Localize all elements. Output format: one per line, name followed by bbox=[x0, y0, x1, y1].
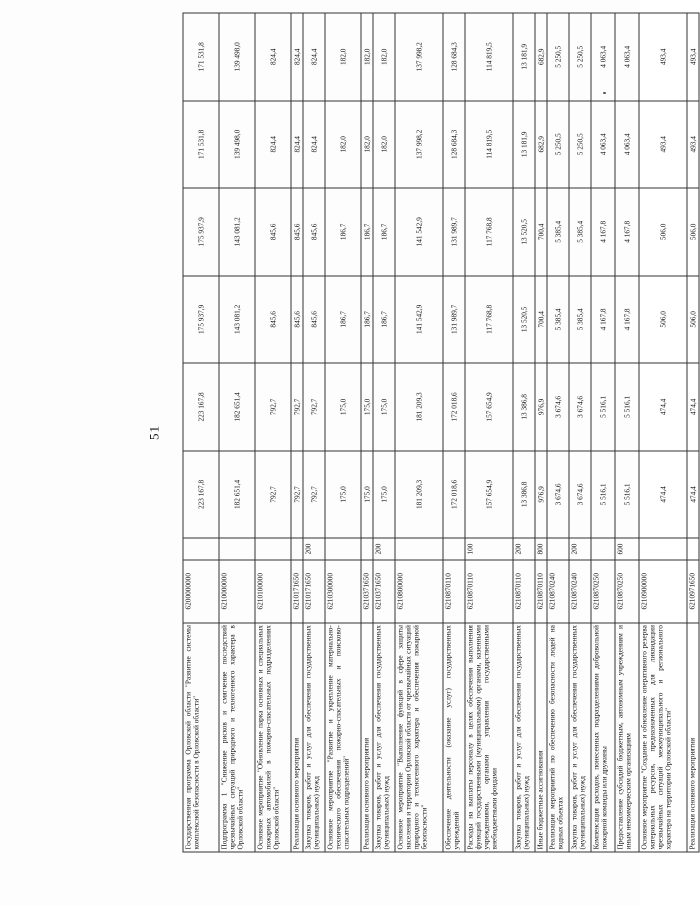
row-value-cell: 182,0 bbox=[373, 13, 395, 101]
row-value-cell: 182,0 bbox=[325, 13, 361, 101]
row-value-cell: 182,0 bbox=[373, 101, 395, 189]
row-value-cell: 506,0 bbox=[639, 276, 687, 364]
row-vr-cell bbox=[547, 538, 569, 560]
row-value-cell: 143 081,2 bbox=[219, 188, 255, 276]
row-vr-cell: 200 bbox=[303, 538, 325, 560]
table-row bbox=[465, 13, 513, 852]
row-value-cell: 5 385,4 bbox=[547, 276, 569, 364]
row-value-cell: 186,7 bbox=[373, 188, 395, 276]
row-value-cell: 3 674,6 bbox=[547, 363, 569, 451]
row-value-cell: 5 250,5 bbox=[547, 101, 569, 189]
row-value-cell: 792,7 bbox=[291, 363, 303, 451]
row-value-cell: 128 684,3 bbox=[443, 13, 465, 101]
row-value-cell: 792,7 bbox=[255, 451, 291, 539]
row-value-cell: 4 167,8 bbox=[615, 276, 639, 364]
row-vr-cell: 200 bbox=[513, 538, 535, 560]
row-value-cell: 139 498,0 bbox=[219, 13, 255, 101]
table-row bbox=[569, 13, 591, 852]
row-value-cell: 186,7 bbox=[361, 276, 373, 364]
table-row bbox=[373, 13, 395, 852]
row-code-cell: 6210870110 bbox=[513, 560, 535, 623]
row-value-cell: 13 181,9 bbox=[513, 101, 535, 189]
row-value-cell: 824,4 bbox=[255, 101, 291, 189]
row-value-cell: 4 167,8 bbox=[591, 188, 615, 276]
row-name-cell: Предоставление субсидий бюджетным, автономным учреждениям и иным некоммерческим организациям bbox=[615, 623, 639, 852]
budget-table bbox=[183, 13, 700, 853]
row-value-cell: 5 516,1 bbox=[615, 363, 639, 451]
row-name-cell: Реализация основного мероприятия bbox=[291, 623, 303, 852]
row-value-cell: 474,4 bbox=[687, 451, 699, 539]
row-name-cell: Расходы на выплаты персоналу в целях обеспечения выполнения функций государственными (муниципальными) органами, казенными учреждениями, органами управления государственными внебюджетными фондами bbox=[465, 623, 513, 852]
row-value-cell: 5 385,4 bbox=[547, 188, 569, 276]
row-vr-cell bbox=[591, 538, 615, 560]
row-value-cell: 4 063,4 bbox=[615, 101, 639, 189]
scan-speck bbox=[603, 92, 606, 94]
row-value-cell: 128 684,3 bbox=[443, 101, 465, 189]
row-value-cell: 13 386,8 bbox=[513, 451, 535, 539]
row-code-cell: 6210870110 bbox=[465, 560, 513, 623]
row-vr-cell bbox=[219, 538, 255, 560]
row-value-cell: 131 989,7 bbox=[443, 188, 465, 276]
row-value-cell: 172 018,6 bbox=[443, 451, 465, 539]
row-code-cell: 6210870110 bbox=[535, 560, 547, 623]
row-value-cell: 182 651,4 bbox=[219, 363, 255, 451]
row-value-cell: 506,0 bbox=[687, 276, 699, 364]
row-value-cell: 4 167,8 bbox=[591, 276, 615, 364]
row-value-cell: 175,0 bbox=[361, 363, 373, 451]
table-row bbox=[535, 13, 547, 852]
row-name-cell: Закупка товаров, работ и услуг для обеспечения государственных (муниципальных) нужд bbox=[569, 623, 591, 852]
row-name-cell: Государственная программа Орловской области "Развитие системы комплексной безопасности в Орловской области" bbox=[183, 623, 219, 852]
row-value-cell: 474,4 bbox=[639, 451, 687, 539]
row-value-cell: 4 063,4 bbox=[615, 13, 639, 101]
row-name-cell: Обеспечение деятельности (оказание услуг) государственных учреждений bbox=[443, 623, 465, 852]
table-row bbox=[591, 13, 615, 852]
row-value-cell: 4 063,4 bbox=[591, 13, 615, 101]
row-value-cell: 700,4 bbox=[535, 188, 547, 276]
row-value-cell: 824,4 bbox=[291, 13, 303, 101]
row-vr-cell bbox=[639, 538, 687, 560]
row-value-cell: 175,0 bbox=[373, 363, 395, 451]
row-value-cell: 182 651,4 bbox=[219, 451, 255, 539]
row-value-cell: 5 385,4 bbox=[569, 188, 591, 276]
row-vr-cell: 200 bbox=[373, 538, 395, 560]
row-value-cell: 175,0 bbox=[373, 451, 395, 539]
row-vr-cell bbox=[443, 538, 465, 560]
row-code-cell: 6210171650 bbox=[303, 560, 325, 623]
row-value-cell: 845,6 bbox=[291, 276, 303, 364]
row-value-cell: 5 385,4 bbox=[569, 276, 591, 364]
row-value-cell: 824,4 bbox=[303, 13, 325, 101]
row-code-cell: 6210371650 bbox=[373, 560, 395, 623]
row-value-cell: 137 998,2 bbox=[395, 101, 443, 189]
row-code-cell: 6210870240 bbox=[569, 560, 591, 623]
row-value-cell: 5 516,1 bbox=[591, 451, 615, 539]
row-value-cell: 175,0 bbox=[361, 451, 373, 539]
row-value-cell: 493,4 bbox=[687, 101, 699, 189]
table-body bbox=[183, 13, 699, 852]
row-code-cell: 6210870240 bbox=[547, 560, 569, 623]
row-value-cell: 824,4 bbox=[255, 13, 291, 101]
row-value-cell: 172 018,6 bbox=[443, 363, 465, 451]
row-code-cell: 6210900000 bbox=[639, 560, 687, 623]
row-value-cell: 13 386,8 bbox=[513, 363, 535, 451]
row-value-cell: 175 937,9 bbox=[183, 276, 219, 364]
page-number: 51 bbox=[146, 425, 162, 440]
row-value-cell: 845,6 bbox=[303, 276, 325, 364]
row-value-cell: 493,4 bbox=[639, 13, 687, 101]
row-value-cell: 824,4 bbox=[291, 101, 303, 189]
row-vr-cell: 100 bbox=[465, 538, 513, 560]
table-row bbox=[639, 13, 687, 852]
row-value-cell: 5 516,1 bbox=[591, 363, 615, 451]
row-vr-cell: 800 bbox=[535, 538, 547, 560]
row-code-cell: 6210171650 bbox=[291, 560, 303, 623]
row-value-cell: 493,4 bbox=[687, 13, 699, 101]
row-value-cell: 186,7 bbox=[361, 188, 373, 276]
row-name-cell: Закупка товаров, работ и услуг для обеспечения государственных (муниципальных) нужд bbox=[303, 623, 325, 852]
row-value-cell: 139 498,0 bbox=[219, 101, 255, 189]
row-name-cell: Реализация основного мероприятия bbox=[687, 623, 699, 852]
row-value-cell: 845,6 bbox=[291, 188, 303, 276]
rotated-sheet bbox=[143, 13, 698, 853]
row-value-cell: 186,7 bbox=[325, 188, 361, 276]
row-value-cell: 5 516,1 bbox=[615, 451, 639, 539]
table-row bbox=[303, 13, 325, 852]
row-value-cell: 175,0 bbox=[325, 451, 361, 539]
row-value-cell: 175 937,9 bbox=[183, 188, 219, 276]
row-code-cell: 6210870250 bbox=[591, 560, 615, 623]
row-name-cell: Компенсация расходов, понесенных подразделениями добровольной пожарной команды или дружины bbox=[591, 623, 615, 852]
table-row bbox=[325, 13, 361, 852]
table-row bbox=[443, 13, 465, 852]
table-row bbox=[291, 13, 303, 852]
table-row bbox=[255, 13, 291, 852]
row-code-cell: 6210870250 bbox=[615, 560, 639, 623]
row-value-cell: 175,0 bbox=[325, 363, 361, 451]
row-value-cell: 493,4 bbox=[639, 101, 687, 189]
row-code-cell: 6210971650 bbox=[687, 560, 699, 623]
row-name-cell: Реализация основного мероприятия bbox=[361, 623, 373, 852]
row-value-cell: 137 998,2 bbox=[395, 13, 443, 101]
row-value-cell: 700,4 bbox=[535, 276, 547, 364]
row-value-cell: 182,0 bbox=[325, 101, 361, 189]
row-value-cell: 3 674,6 bbox=[569, 451, 591, 539]
row-value-cell: 157 654,9 bbox=[465, 451, 513, 539]
table-row bbox=[361, 13, 373, 852]
row-name-cell: Основное мероприятие "Создание и обновление оперативного резерва материальных ресурсов, предназначенных для ликвидации чрезвычайных ситуаций межмуниципального и регионального характера на территории Орловской области" bbox=[639, 623, 687, 852]
row-value-cell: 157 654,9 bbox=[465, 363, 513, 451]
row-value-cell: 845,6 bbox=[255, 188, 291, 276]
table-row bbox=[183, 13, 219, 852]
row-value-cell: 5 250,5 bbox=[569, 13, 591, 101]
table-row bbox=[615, 13, 639, 852]
row-value-cell: 182,0 bbox=[361, 13, 373, 101]
row-value-cell: 131 989,7 bbox=[443, 276, 465, 364]
row-value-cell: 845,6 bbox=[255, 276, 291, 364]
row-value-cell: 114 819,5 bbox=[465, 101, 513, 189]
row-value-cell: 13 520,5 bbox=[513, 276, 535, 364]
row-value-cell: 474,4 bbox=[687, 363, 699, 451]
row-value-cell: 792,7 bbox=[303, 363, 325, 451]
row-value-cell: 114 819,5 bbox=[465, 13, 513, 101]
row-name-cell: Реализация мероприятий по обеспечению безопасности людей на водных объектах bbox=[547, 623, 569, 852]
row-name-cell: Основное мероприятие "Выполнение функций в сфере защиты населения и территории Орловской области от чрезвычайных ситуаций природного и техногенного характера и обеспечения пожарной безопасности" bbox=[395, 623, 443, 852]
table-row bbox=[219, 13, 255, 852]
row-value-cell: 181 209,3 bbox=[395, 363, 443, 451]
row-name-cell: Подпрограмма 1 "Снижение рисков и смягчение последствий чрезвычайных ситуаций природного и техногенного характера в Орловской области" bbox=[219, 623, 255, 852]
row-vr-cell bbox=[183, 538, 219, 560]
row-value-cell: 143 081,2 bbox=[219, 276, 255, 364]
row-code-cell: 6200000000 bbox=[183, 560, 219, 623]
row-value-cell: 4 167,8 bbox=[615, 188, 639, 276]
row-value-cell: 181 209,3 bbox=[395, 451, 443, 539]
row-value-cell: 976,9 bbox=[535, 451, 547, 539]
row-value-cell: 141 542,9 bbox=[395, 188, 443, 276]
row-value-cell: 182,0 bbox=[361, 101, 373, 189]
row-name-cell: Основное мероприятие "Обновление парка основных и специальных пожарных автомобилей в пожарно-спасательных подразделениях Орловской области" bbox=[255, 623, 291, 852]
row-value-cell: 171 531,8 bbox=[183, 13, 219, 101]
row-value-cell: 13 520,5 bbox=[513, 188, 535, 276]
row-value-cell: 845,6 bbox=[303, 188, 325, 276]
row-name-cell: Иные бюджетные ассигнования bbox=[535, 623, 547, 852]
row-value-cell: 223 167,8 bbox=[183, 451, 219, 539]
row-code-cell: 6210371650 bbox=[361, 560, 373, 623]
table-row bbox=[547, 13, 569, 852]
row-value-cell: 223 167,8 bbox=[183, 363, 219, 451]
row-value-cell: 3 674,6 bbox=[569, 363, 591, 451]
row-value-cell: 506,0 bbox=[639, 188, 687, 276]
table-row bbox=[687, 13, 699, 852]
table-row bbox=[513, 13, 535, 852]
row-value-cell: 792,7 bbox=[255, 363, 291, 451]
row-value-cell: 141 542,9 bbox=[395, 276, 443, 364]
row-value-cell: 682,9 bbox=[535, 13, 547, 101]
row-value-cell: 792,7 bbox=[291, 451, 303, 539]
row-code-cell: 6210100000 bbox=[255, 560, 291, 623]
row-name-cell: Основное мероприятие "Развитие и укрепление материально-технического обеспечения пожарно-спасательных и поисково-спасательных подразделений" bbox=[325, 623, 361, 852]
row-vr-cell bbox=[361, 538, 373, 560]
row-name-cell: Закупка товаров, работ и услуг для обеспечения государственных (муниципальных) нужд bbox=[513, 623, 535, 852]
row-value-cell: 474,4 bbox=[639, 363, 687, 451]
row-value-cell: 117 768,8 bbox=[465, 188, 513, 276]
table-row bbox=[395, 13, 443, 852]
row-value-cell: 117 768,8 bbox=[465, 276, 513, 364]
row-value-cell: 5 250,5 bbox=[547, 13, 569, 101]
row-vr-cell: 600 bbox=[615, 538, 639, 560]
row-vr-cell bbox=[291, 538, 303, 560]
row-code-cell: 6210870110 bbox=[443, 560, 465, 623]
row-value-cell: 186,7 bbox=[373, 276, 395, 364]
row-value-cell: 4 063,4 bbox=[591, 101, 615, 189]
row-value-cell: 186,7 bbox=[325, 276, 361, 364]
row-vr-cell bbox=[687, 538, 699, 560]
row-value-cell: 682,9 bbox=[535, 101, 547, 189]
row-value-cell: 792,7 bbox=[303, 451, 325, 539]
row-vr-cell bbox=[325, 538, 361, 560]
row-code-cell: 6210800000 bbox=[395, 560, 443, 623]
row-code-cell: 6210300000 bbox=[325, 560, 361, 623]
row-name-cell: Закупка товаров, работ и услуг для обеспечения государственных (муниципальных) нужд bbox=[373, 623, 395, 852]
row-code-cell: 6210000000 bbox=[219, 560, 255, 623]
row-value-cell: 506,0 bbox=[687, 188, 699, 276]
row-value-cell: 13 181,9 bbox=[513, 13, 535, 101]
row-value-cell: 3 674,6 bbox=[547, 451, 569, 539]
row-vr-cell: 200 bbox=[569, 538, 591, 560]
row-value-cell: 824,4 bbox=[303, 101, 325, 189]
row-vr-cell bbox=[255, 538, 291, 560]
row-value-cell: 976,9 bbox=[535, 363, 547, 451]
row-value-cell: 5 250,5 bbox=[569, 101, 591, 189]
row-value-cell: 171 531,8 bbox=[183, 101, 219, 189]
row-vr-cell bbox=[395, 538, 443, 560]
